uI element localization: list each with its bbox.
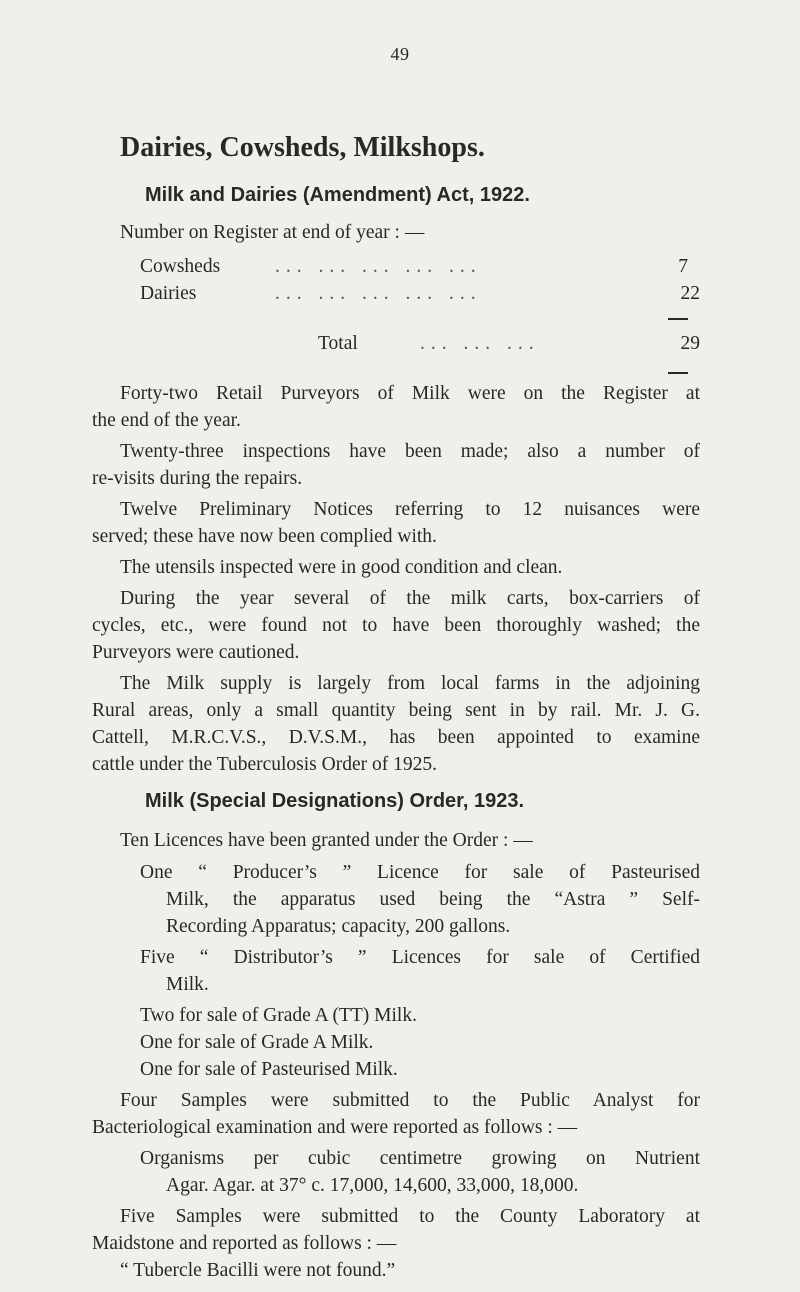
paragraph-line: re-visits during the repairs. (92, 468, 303, 489)
leader-dots: ... ... ... ... ... (275, 256, 482, 277)
section-heading-act-1922: Milk and Dairies (Amendment) Act, 1922. (145, 184, 530, 206)
paragraph-line: Twenty-three inspections have been made; also a number of (120, 441, 700, 462)
paragraph-line: Cattell, M.R.C.V.S., D.V.S.M., has been appointed to examine (92, 727, 700, 748)
licences-intro: Ten Licences have been granted under the Order : — (120, 830, 533, 851)
register-row-label: Dairies (140, 283, 197, 304)
samples-paragraph-line: Four Samples were submitted to the Public Analyst for (120, 1090, 700, 1111)
licence-item-line: One for sale of Pasteurised Milk. (140, 1059, 398, 1080)
register-row-value: 22 (680, 283, 700, 304)
paragraph-line: served; these have now been complied with. (92, 526, 437, 547)
samples-paragraph-line: Maidstone and reported as follows : — (92, 1233, 397, 1254)
paragraph-line: Twelve Preliminary Notices referring to 12 nuisances were (120, 499, 700, 520)
licence-item-line: Two for sale of Grade A (TT) Milk. (140, 1005, 417, 1026)
register-row-label: Cowsheds (140, 256, 221, 277)
licence-item-line: Recording Apparatus; capacity, 200 gallons. (166, 916, 511, 937)
register-row-total (140, 333, 700, 363)
paragraph-line: Rural areas, only a small quantity being sent in by rail. Mr. J. G. (92, 700, 700, 721)
samples-paragraph-line: Bacteriological examination and were reported as follows : — (92, 1117, 578, 1138)
page-number: 49 (390, 44, 410, 64)
page-title: Dairies, Cowsheds, Milkshops. (120, 132, 485, 163)
register-row-value: 7 (678, 256, 688, 277)
licence-item-line: One for sale of Grade A Milk. (140, 1032, 374, 1053)
paragraph-line: cycles, etc., were found not to have been thoroughly washed; the (92, 615, 700, 636)
samples-result-line: Organisms per cubic centimetre growing on Nutrient (140, 1148, 700, 1169)
paragraph-line: During the year several of the milk carts, box-carriers of (120, 588, 700, 609)
section-heading-order-1923: Milk (Special Designations) Order, 1923. (145, 790, 525, 812)
paragraph-line: The utensils inspected were in good condition and clean. (120, 557, 563, 578)
register-row-cowsheds (140, 256, 700, 286)
register-total-value: 29 (680, 333, 700, 354)
samples-result-line: Agar. Agar. at 37° c. 17,000, 14,600, 33,000, 18,000. (166, 1175, 579, 1196)
licence-item-line: Milk. (166, 974, 209, 995)
samples-paragraph-line: Five Samples were submitted to the County Laboratory at (120, 1206, 700, 1227)
paragraph-line: Purveyors were cautioned. (92, 642, 300, 663)
licence-item-line: One “ Producer’s ” Licence for sale of Pasteurised (140, 862, 700, 883)
leader-dots: ... ... ... ... ... (275, 283, 482, 304)
paragraph-line: Forty-two Retail Purveyors of Milk were on the Register at (120, 383, 700, 404)
paragraph-line: the end of the year. (92, 410, 241, 431)
divider-rule (668, 372, 688, 374)
register-total-label: Total (318, 333, 358, 354)
samples-result-line: “ Tubercle Bacilli were not found.” (120, 1260, 396, 1281)
licence-item-line: Five “ Distributor’s ” Licences for sale of Certified (140, 947, 700, 968)
licence-item-line: Milk, the apparatus used being the “Astra ” Self- (166, 889, 700, 910)
divider-rule (668, 318, 688, 320)
paragraph-line: cattle under the Tuberculosis Order of 1925. (92, 754, 437, 775)
register-intro: Number on Register at end of year : — (120, 222, 425, 243)
paragraph-line: The Milk supply is largely from local farms in the adjoining (120, 673, 700, 694)
register-row-dairies (140, 283, 700, 313)
leader-dots: ... ... ... (420, 333, 540, 354)
